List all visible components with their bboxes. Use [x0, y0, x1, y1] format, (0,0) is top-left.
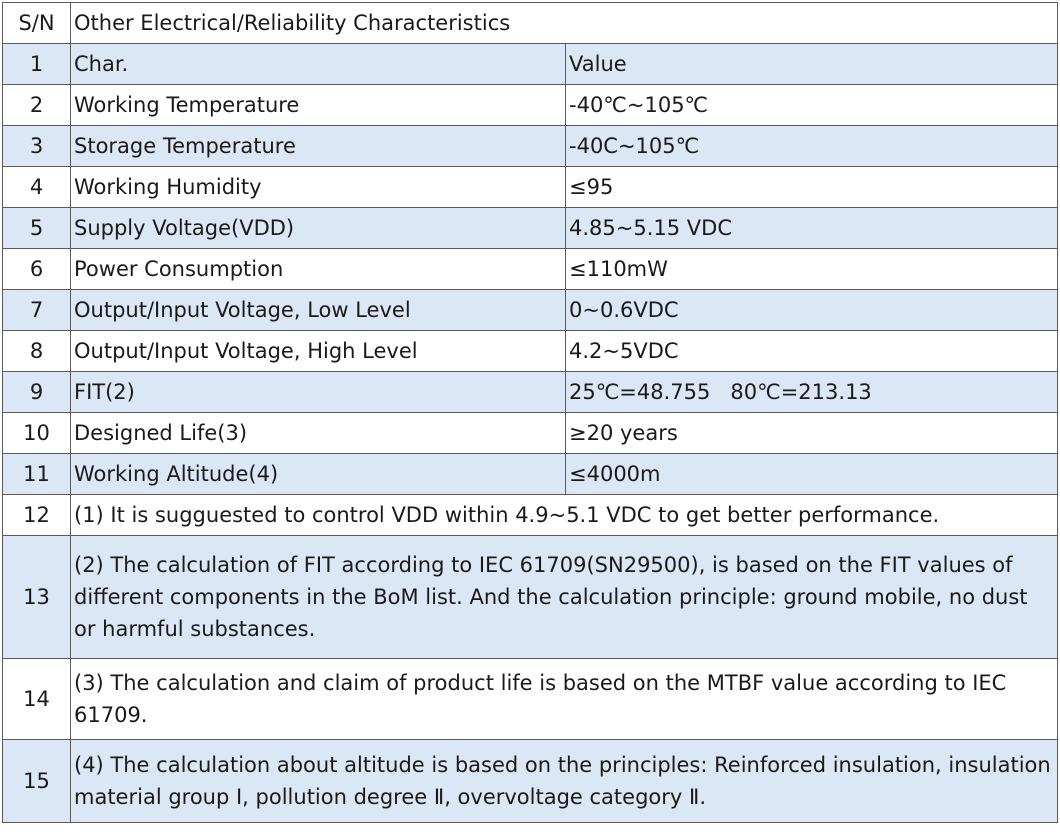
note-text: (4) The calculation about altitude is based on the principles: Reinforced insulation, insulation material group Ⅰ, pollution degree Ⅱ, overvoltage category Ⅱ. — [71, 740, 1058, 823]
table-row — [3, 290, 1058, 331]
table-row — [3, 372, 1058, 413]
table-row — [3, 454, 1058, 495]
row-char: Supply Voltage(VDD) — [71, 208, 566, 249]
row-value: 0~0.6VDC — [566, 290, 1058, 331]
row-sn: 6 — [3, 249, 71, 290]
table-row — [3, 208, 1058, 249]
table-row — [3, 85, 1058, 126]
table-header-row — [3, 3, 1058, 44]
row-value: 4.85~5.15 VDC — [566, 208, 1058, 249]
row-char: Storage Temperature — [71, 126, 566, 167]
row-sn: 11 — [3, 454, 71, 495]
row-value: -40℃~105℃ — [566, 85, 1058, 126]
row-char: Char. — [71, 44, 566, 85]
note-text: (3) The calculation and claim of product life is based on the MTBF value according to IEC 61709. — [71, 659, 1058, 740]
header-title: Other Electrical/Reliability Characteristics — [71, 3, 1058, 44]
row-value: 4.2~5VDC — [566, 331, 1058, 372]
row-sn: 9 — [3, 372, 71, 413]
note-sn: 12 — [3, 495, 71, 536]
note-row — [3, 659, 1058, 740]
table-row — [3, 413, 1058, 454]
row-char: Power Consumption — [71, 249, 566, 290]
table-row — [3, 167, 1058, 208]
header-sn: S/N — [3, 3, 71, 44]
note-sn: 13 — [3, 536, 71, 659]
row-char: Working Altitude(4) — [71, 454, 566, 495]
row-char: Working Humidity — [71, 167, 566, 208]
row-sn: 4 — [3, 167, 71, 208]
row-value: ≤95 — [566, 167, 1058, 208]
table-row — [3, 126, 1058, 167]
row-char: Output/Input Voltage, High Level — [71, 331, 566, 372]
row-sn: 5 — [3, 208, 71, 249]
row-value: -40C~105℃ — [566, 126, 1058, 167]
note-text: (2) The calculation of FIT according to IEC 61709(SN29500), is based on the FIT values of different components in the BoM list. And the calculation principle: ground mobile, no dust or harmful substances. — [71, 536, 1058, 659]
row-value: ≥20 years — [566, 413, 1058, 454]
note-row — [3, 740, 1058, 823]
row-sn: 8 — [3, 331, 71, 372]
row-sn: 1 — [3, 44, 71, 85]
row-sn: 2 — [3, 85, 71, 126]
note-text: (1) It is sugguested to control VDD within 4.9~5.1 VDC to get better performance. — [71, 495, 1058, 536]
row-value: ≤4000m — [566, 454, 1058, 495]
table-row — [3, 249, 1058, 290]
note-sn: 15 — [3, 740, 71, 823]
note-row — [3, 536, 1058, 659]
row-char: FIT(2) — [71, 372, 566, 413]
table-row — [3, 331, 1058, 372]
row-sn: 10 — [3, 413, 71, 454]
reliability-characteristics-table — [2, 2, 1058, 823]
row-value: ≤110mW — [566, 249, 1058, 290]
row-value: 25℃=48.755 80℃=213.13 — [566, 372, 1058, 413]
row-value: Value — [566, 44, 1058, 85]
row-char: Output/Input Voltage, Low Level — [71, 290, 566, 331]
row-char: Designed Life(3) — [71, 413, 566, 454]
table-row — [3, 44, 1058, 85]
row-char: Working Temperature — [71, 85, 566, 126]
row-sn: 7 — [3, 290, 71, 331]
note-row — [3, 495, 1058, 536]
row-sn: 3 — [3, 126, 71, 167]
note-sn: 14 — [3, 659, 71, 740]
